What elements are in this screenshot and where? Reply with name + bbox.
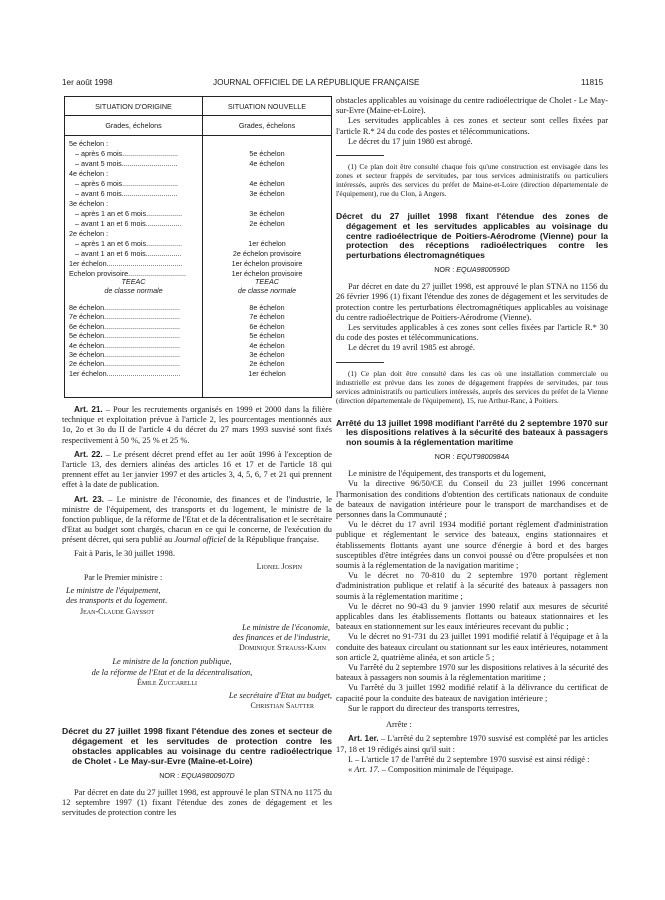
teeac-left-caption	[65, 277, 202, 295]
journal-officiel-ref: Journal officiel	[174, 535, 226, 545]
article-17-heading	[336, 765, 608, 775]
table-cell-origin: 8e échelon......................................	[69, 303, 181, 312]
secretary-budget-title: Le secrétaire d'Etat au budget,	[228, 691, 332, 701]
article-23	[62, 495, 332, 546]
teeac-left-title: TEEAC	[121, 277, 146, 286]
table-row	[65, 239, 331, 248]
nor-label: NOR :	[434, 265, 457, 274]
article-22	[62, 450, 332, 491]
table-row	[65, 209, 331, 218]
article-1-section-1: I. – L'article 17 de l'arrêté du 2 septembre 1970 susvisé est ainsi rédigé :	[348, 754, 590, 764]
arrete-nor	[336, 452, 608, 462]
header-page-number: 11815	[581, 78, 604, 87]
table-row	[65, 322, 331, 331]
table-cell-origin: 6e échelon......................................	[69, 321, 181, 331]
by-prime-minister: Par le Premier ministre :	[84, 573, 163, 583]
table-row	[65, 159, 331, 168]
table-cell-origin: – avant 6 mois............................	[75, 189, 178, 198]
table-row	[65, 369, 331, 378]
article-17-label: Art. 17.	[354, 764, 380, 774]
table-row	[65, 169, 331, 178]
minister-economy-line1: Le ministre de l'économie,	[241, 622, 330, 632]
decree1-nor	[62, 771, 332, 781]
table-cell-origin: – avant 1 an et 6 mois..................	[75, 219, 182, 228]
table-cell-origin: – avant 1 an et 6 mois..................	[75, 249, 182, 258]
decree1-servitudes: Les servitudes applicables à ces zones et secteur sont celles fixées par l'article R.* 24 du code des postes et télécommunications.	[336, 116, 608, 136]
article-1-label: Art. 1er.	[348, 734, 379, 744]
table-cell-new: 1er échelon	[248, 239, 286, 248]
minister-economy-title	[62, 623, 332, 643]
table-subheader-new: Grades, échelons	[238, 121, 296, 130]
minister-public-service-line1: Le ministre de la fonction publique,	[112, 657, 232, 667]
footnote-rule	[336, 155, 384, 156]
arrete-title: Arrêté du 13 juillet 1998 modifiant l'arrêté du 2 septembre 1970 sur les dispositions relatives à la sécurité des bateaux à passagers non soumis à la réglementation maritime	[336, 417, 608, 448]
decree1-paragraph: Par décret en date du 27 juillet 1998, est approuvé le plan STNA no 1175 du 12 septembre 1997 (1) fixant l'étendue des zones de dégagement et les servitudes de protection contre les	[62, 787, 332, 818]
decree1-continuation: obstacles applicables au voisinage du centre radioélectrique de Cholet - Le May-sur-Evre (Maine-et-Loire).	[336, 96, 608, 116]
signature-prime-minister: Lionel Jospin	[256, 561, 302, 571]
nor-code: EQUA9800907D	[181, 770, 235, 780]
table-cell-new: 5e échelon	[249, 149, 285, 158]
footnote-rule	[336, 362, 384, 363]
table-cell-new: 3e échelon	[249, 350, 285, 359]
table-subheader-origin: Grades, échelons	[105, 121, 162, 130]
arrete-minister: Le ministre de l'équipement, des transports et du logement,	[348, 469, 546, 479]
minister-economy-line2: des finances et de l'industrie,	[232, 633, 330, 643]
minister-public-service-name: Émile Zuccarelli	[136, 677, 198, 687]
nor-label: NOR :	[159, 770, 182, 780]
decree2-paragraph: Par décret en date du 27 juillet 1998, est approuvé le plan STNA no 1156 du 26 février 1996 (1) fixant l'étendue des zones de dégagement et les servitudes de protection contre les perturbations électromagnétiques applicables au voisinage du centre radioélectrique de Poitiers-Aérodrome (Vienne).	[336, 282, 608, 322]
arrete-visa-2: Vu le décret du 17 avril 1934 modifié portant règlement d'administration publique et réglementant le service des bateaux, engins stationnaires et établissements flottants ayant une source d'énergie à bord et des barges susceptibles d'être intégrées dans un convoi poussé ou d'être propulsées et non soumis à la réglementation de la navigation maritime ;	[336, 520, 608, 571]
article-23-text-end: de la République française.	[225, 535, 319, 545]
table-cell-new: 4e échelon	[249, 159, 285, 168]
table-cell-new: 1er échelon provisoire	[231, 259, 303, 268]
decree2-servitudes: Les servitudes applicables à ces zones sont celles fixées par l'article R.* 30 du code des postes et télécommunications.	[336, 323, 608, 343]
arrete-visa-1: Vu la directive 96/50/CE du Conseil du 23 juillet 1996 concernant l'harmonisation des conditions d'obtention des certificats nationaux de conduite de bateaux de navigation intérieure pour le transport de marchandises et de personnes dans la Communauté ;	[336, 479, 608, 520]
minister-equipment-line2: des transports et du logement.	[66, 596, 168, 606]
table-row	[65, 259, 331, 268]
arrete-report: Sur le rapport du directeur des transports terrestres,	[348, 703, 520, 713]
table-cell-new: 6e échelon	[249, 321, 285, 331]
table-row	[65, 139, 331, 148]
grade-correspondence-table	[64, 96, 332, 398]
table-cell-origin: 7e échelon......................................	[69, 312, 181, 322]
table-cell-new: 3e échelon	[249, 189, 285, 198]
table-cell-new: 4e échelon	[249, 179, 285, 188]
arrete-visa-5: Vu le décret no 91-731 du 23 juillet 1991 modifié relatif à l'équipage et à la conduite des bateaux circulant ou stationnant sur les eaux intérieures, notamment son article 2, quatrième alinéa, et son article 5 ;	[336, 632, 608, 662]
table-cell-origin: – après 1 an et 6 mois..................	[75, 239, 183, 248]
table-row	[65, 350, 331, 359]
table-cell-new: 2e échelon	[249, 359, 285, 369]
teeac-right-subtitle: de classe normale	[237, 286, 297, 295]
secretary-budget-name: Christian Sautter	[250, 701, 314, 711]
table-cell-new: 2e échelon provisoire	[232, 249, 302, 258]
minister-public-service-line2: de la réforme de l'Etat et de la décentralisation,	[91, 667, 253, 677]
article-17-title: – Composition minimale de l'équipage.	[379, 764, 514, 774]
left-column	[62, 405, 332, 818]
done-at: Fait à Paris, le 30 juillet 1998.	[74, 548, 175, 558]
table-cell-origin: 4e échelon :	[69, 169, 109, 178]
nor-code: EQUT9800984A	[456, 452, 510, 462]
decree2-nor	[336, 265, 608, 275]
article-1-text: – L'arrêté du 2 septembre 1970 susvisé est complété par les articles 17, 18 et 19 rédigés ainsi qu'il suit :	[336, 734, 608, 754]
article-21-text: – Pour les recrutements organisés en 1999 et 2000 dans la filière technique et exploitation prévue à l'article 2, les pourcentages mentionnés aux 1o, 2o et 3o du II de l'article 4 du décret du 27 mars 1993 susvisé sont fixés respectivement à 50 %, 25 % et 25 %.	[62, 405, 332, 445]
table-row	[65, 341, 331, 350]
arrete-visa-6: Vu l'arrêté du 2 septembre 1970 sur les dispositions relatives à la sécurité des bateaux à passagers non soumis à la réglementation maritime ;	[336, 663, 608, 683]
table-row	[65, 199, 331, 208]
table-cell-origin: 1er échelon.....................................	[69, 368, 181, 378]
table-row	[65, 149, 331, 158]
decree2-footnote: (1) Ce plan doit être consulté dans les cas où une installation commerciale ou industrielle est prévue dans les zones de dégagement frappées de servitudes, par tous services administratifs ou particuliers intéressés, auprès des services du préfet de la Vienne (direction départementale de l'équipement), 15, rue Arthur-Ranc, à Poitiers.	[336, 368, 608, 405]
arrete-visa-7: Vu l'arrêté du 3 juillet 1992 modifié relatif à la délivrance du certificat de capacité pour la conduite des bateaux de navigation intérieure ;	[336, 683, 608, 703]
table-cell-origin: – après 1 an et 6 mois..................	[75, 209, 183, 218]
article-22-label: Art. 22.	[74, 449, 103, 459]
table-row	[65, 189, 331, 198]
arrete-visa-4: Vu le décret no 90-43 du 9 janvier 1990 relatif aux mesures de sécurité applicables dans les établissements flottants ou bateaux stationnaires et les bateaux en stationnement sur les eaux intérieures recevant du public ;	[336, 601, 608, 632]
table-cell-new: 5e échelon	[249, 331, 285, 341]
table-cell-origin: 1er échelon......................................	[69, 259, 183, 268]
minister-public-service-title	[62, 657, 332, 677]
decree1-title: Décret du 27 juillet 1998 fixant l'étendue des zones et secteur de dégagement et les servitudes de protection contre les obstacles applicables au voisinage du centre radioélectrique de Cholet - Le May-sur-Evre (Maine-et-Loire)	[62, 726, 332, 766]
table-divider	[65, 135, 331, 136]
teeac-right-caption	[203, 277, 331, 295]
table-cell-new: 1er échelon provisoire	[231, 269, 303, 278]
table-cell-origin: 5e échelon :	[69, 139, 109, 148]
table-row	[65, 331, 331, 340]
minister-equipment-line1: Le ministre de l'équipement,	[66, 586, 161, 596]
quote-open: «	[348, 764, 355, 774]
arrete-heading: Arrête :	[386, 720, 412, 730]
nor-code: EQUA9800590D	[456, 265, 510, 274]
decree1-footnote: (1) Ce plan doit être consulté chaque fois qu'une construction est envisagée dans les zones et secteur frappés de servitudes, par tous services administratifs ou particuliers intéressés, auprès des services du préfet de Maine-et-Loire (direction départementale de l'équipement), rue du Clon, à Angers.	[336, 162, 608, 199]
table-row	[65, 219, 331, 228]
table-row	[65, 303, 331, 312]
table-row	[65, 249, 331, 258]
table-cell-new: 7e échelon	[249, 312, 285, 322]
minister-equipment-name: Jean-Claude Gayssot	[80, 606, 155, 616]
header-date: 1er août 1998	[62, 78, 113, 87]
minister-equipment-title	[62, 586, 332, 606]
article-1	[336, 734, 608, 754]
right-column	[336, 96, 608, 775]
table-row	[65, 229, 331, 238]
table-header-origin: SITUATION D'ORIGINE	[95, 102, 172, 111]
table-cell-origin: 3e échelon......................................	[69, 350, 181, 359]
header-journal-title: JOURNAL OFFICIEL DE LA RÉPUBLIQUE FRANÇAISE	[213, 78, 420, 87]
table-cell-origin: Echelon provisoire.............................	[69, 269, 187, 278]
decree2-abrogation: Le décret du 19 avril 1985 est abrogé.	[348, 343, 475, 353]
article-23-text: – Le ministre de l'économie, des finances et de l'industrie, le ministre de l'équipement, des transports et du logement, le ministre de la fonction publique, de la réforme de l'Etat et de la décentralisation et le secrétaire d'Etat au budget sont chargés, chacun en ce qui le concerne, de l'exécution du présent décret, qui sera publié au	[62, 494, 332, 545]
article-23-label: Art. 23.	[74, 494, 104, 504]
table-cell-new: 2e échelon	[249, 219, 285, 228]
table-cell-origin: 2e échelon......................................	[69, 359, 181, 369]
table-cell-origin: – avant 5 mois............................	[75, 159, 178, 168]
article-22-text: – Le présent décret prend effet au 1er août 1996 à l'exception de l'article 13, des derniers alinéas des articles 16 et 17 et de l'article 18 qui prennent effet au 1er janvier 1997 et des articles 3, 4, 5, 6, 7 et 21 qui prennent effet à la date de publication.	[62, 449, 332, 490]
table-cell-origin: – après 6 mois............................	[75, 149, 179, 158]
table-cell-new: 1er échelon	[248, 368, 286, 378]
table-cell-origin: 5e échelon......................................	[69, 331, 181, 341]
decree1-abrogation: Le décret du 17 juin 1980 est abrogé.	[348, 136, 473, 146]
article-21-label: Art. 21.	[74, 405, 103, 414]
table-row	[65, 312, 331, 321]
table-cell-origin: – après 6 mois............................	[75, 179, 179, 188]
decree2-title: Décret du 27 juillet 1998 fixant l'étendue des zones de dégagement et les servitudes applicables au voisinage du centre radioélectrique de Poitiers-Aérodrome (Vienne) pour la protection des réceptions radioélectriques contre les perturbations électromagnétiques	[336, 211, 608, 261]
teeac-right-title: TEEAC	[255, 277, 279, 286]
table-cell-origin: 4e échelon......................................	[69, 340, 181, 350]
table-row	[65, 359, 331, 368]
table-cell-new: 4e échelon	[249, 340, 285, 350]
teeac-left-subtitle: de classe normale	[104, 286, 163, 295]
table-cell-new: 8e échelon	[249, 303, 285, 312]
table-header-new: SITUATION NOUVELLE	[227, 102, 307, 111]
table-row	[65, 179, 331, 188]
table-cell-origin: 3e échelon :	[69, 199, 109, 208]
article-21	[62, 405, 332, 446]
table-cell-origin: 2e échelon :	[69, 229, 109, 238]
table-divider	[65, 115, 331, 116]
minister-economy-name: Dominique Strauss-Kahn	[238, 643, 326, 653]
table-cell-new: 3e échelon	[249, 209, 285, 218]
nor-label: NOR :	[434, 452, 457, 462]
arrete-visa-3: Vu le décret no 70-810 du 2 septembre 1970 portant règlement d'administration publique et relatif à la sécurité des bateaux à passagers non soumis à la réglementation maritime ;	[336, 571, 608, 601]
page-header	[0, 78, 665, 90]
